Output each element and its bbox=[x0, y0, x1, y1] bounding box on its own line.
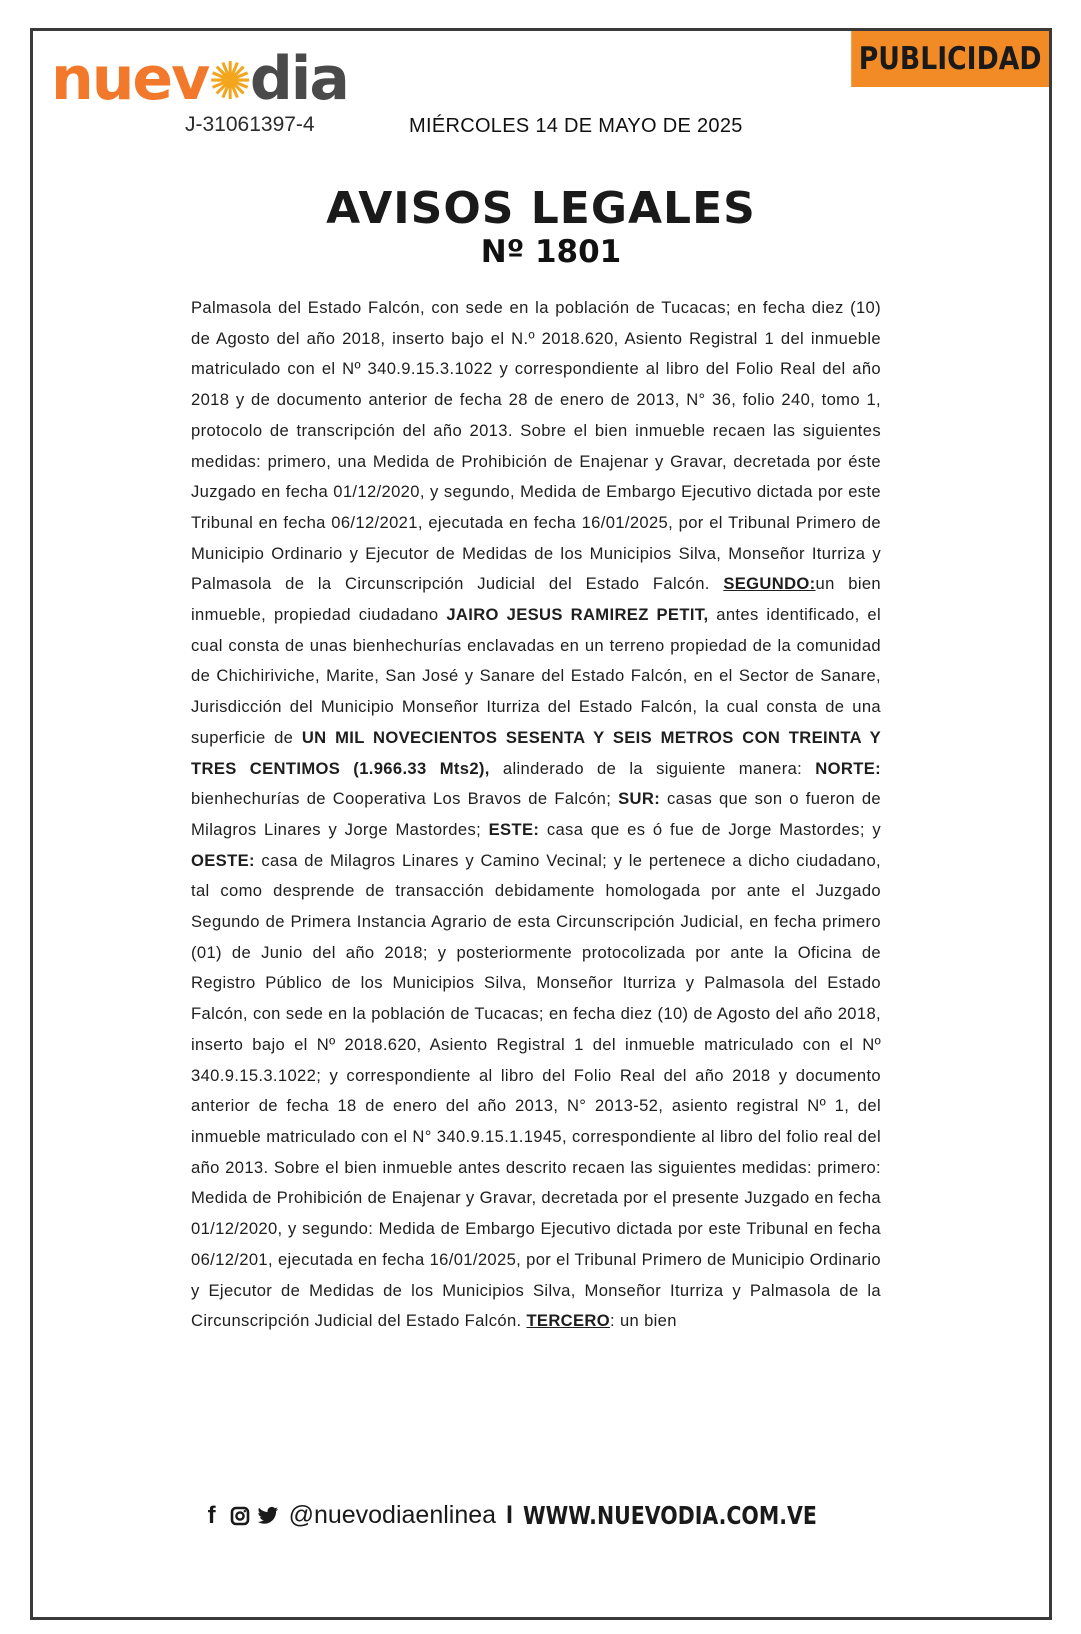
boundary-este: ESTE: bbox=[488, 819, 540, 839]
text-segment: casas que son o fueron de Milagros Linares y Jorge Mastordes; bbox=[191, 789, 881, 839]
boundary-sur: SUR: bbox=[618, 789, 661, 809]
footer-separator: I bbox=[506, 1501, 513, 1529]
page-footer bbox=[33, 1501, 1049, 1530]
text-segment: casa de Milagros Linares y Camino Vecinal; y le pertenece a dicho ciudadano, tal como desprende de transacción debidamente homologada por ante el Juzgado Segundo de Primera Instancia Agrario de esta Circunscripción Judicial, en fecha primero (01) de Junio del año 2018; y posteriormente protocolizada por ante la Oficina de Registro Público de los Municipios Silva, Monseñor Iturriza y Palmasola del Estado Falcón, con sede en la población de Tucacas; en fecha diez (10) de Agosto del año 2018, inserto bajo el Nº 2018.620, Asiento Registral 1 del inmueble matriculado con el Nº 340.9.15.3.1022; y correspondiente al libro del Folio Real del año 2018 y documento anterior de fecha 18 de enero del año 2013, N° 2013-52, asiento registral Nº 1, del inmueble matriculado con el N° 340.9.15.1.1945, correspondiente al libro del folio real del año 2013. Sobre el bien inmueble antes descrito recaen las siguientes medidas: primero: Medida de Prohibición de Enajenar y Gravar, decretada por el presente Juzgado en fecha 01/12/2020, y segundo: Medida de Embargo Ejecutivo dictada por este Tribunal en fecha 06/12/201, ejecutada en fecha 16/01/2025, por el Tribunal Primero de Municipio Ordinario y Ejecutor de Medidas de los Municipios Silva, Monseñor Iturriza y Palmasola de la Circunscripción Judicial del Estado Falcón. bbox=[191, 850, 881, 1331]
tercero-label: TERCERO bbox=[526, 1311, 611, 1331]
website-url: WWW.NUEVODIA.COM.VE bbox=[523, 1501, 817, 1530]
text-segment: alinderado de la siguiente manera: bbox=[489, 758, 816, 778]
text-segment: un bien inmueble, propiedad ciudadano bbox=[191, 574, 882, 625]
page-title: AVISOS LEGALES bbox=[326, 183, 756, 234]
text-segment: Palmasola del Estado Falcón, con sede en la población de Tucacas; en fecha diez (10) de Agosto del año 2018, inserto bajo el N.º 2018.620, Asiento Registral 1 del inmueble matriculado con el Nº 340.9.15.3.1022 y correspondiente al libro del Folio Real del año 2018 y de documento anterior de fecha 28 de enero de 2013, N° 36, folio 240, tomo 1, protocolo de transcripción del año 2013. Sobre el bien inmueble recaen las siguientes medidas: primero, una Medida de Prohibición de Enajenar y Gravar, decretada por éste Juzgado en fecha 01/12/2020, y segundo, Medida de Embargo Ejecutivo dictada por este Tribunal en fecha 06/12/2021, ejecutada en fecha 16/01/2025, por el Tribunal Primero de Municipio Ordinario y Ejecutor de Medidas de los Municipios Silva, Monseñor Iturriza y Palmasola de la Circunscripción Judicial del Estado Falcón. bbox=[191, 298, 881, 594]
facebook-icon: f bbox=[207, 1501, 216, 1529]
logo-text-part1: nuev bbox=[51, 44, 209, 114]
twitter-icon bbox=[257, 1503, 279, 1529]
instagram-icon bbox=[229, 1503, 251, 1529]
text-segment: : un bien bbox=[610, 1311, 677, 1331]
notice-number: Nº 1801 bbox=[480, 234, 622, 270]
text-segment: casa que es ó fue de Jorge Mastordes; y bbox=[539, 819, 881, 839]
rif-number: J-31061397-4 bbox=[185, 113, 315, 136]
sun-icon: ✺ bbox=[208, 52, 250, 112]
owner-name: JAIRO JESUS RAMIREZ PETIT, bbox=[446, 605, 709, 625]
segundo-label: SEGUNDO: bbox=[723, 574, 816, 594]
notice-body bbox=[191, 293, 881, 1337]
notice-paragraph bbox=[191, 293, 881, 1337]
social-icons bbox=[201, 1503, 279, 1529]
social-handle: @nuevodiaenlinea bbox=[288, 1501, 497, 1529]
boundary-norte: NORTE: bbox=[815, 758, 881, 778]
nuevodia-logo bbox=[51, 44, 348, 114]
boundary-oeste: OESTE: bbox=[191, 850, 255, 870]
section-tag: PUBLICIDAD bbox=[851, 31, 1049, 87]
logo-text-part2: dia bbox=[249, 44, 348, 114]
text-segment: antes identificado, el cual consta de unas bienhechurías enclavadas en un terreno propiedad de la comunidad de Chichiriviche, Marite, San José y Sanare del Estado Falcón, en el Sector de Sanare, Jurisdicción del Municipio Monseñor Iturriza del Estado Falcón, la cual consta de una superficie de bbox=[191, 605, 881, 747]
newspaper-page bbox=[30, 28, 1052, 1620]
publication-date: MIÉRCOLES 14 DE MAYO DE 2025 bbox=[409, 115, 743, 137]
surface-area: UN MIL NOVECIENTOS SESENTA Y SEIS METROS CON TREINTA Y TRES CENTIMOS (1.966.33 Mts2), bbox=[191, 727, 881, 778]
text-segment: bienhechurías de Cooperativa Los Bravos de Falcón; bbox=[191, 789, 619, 809]
